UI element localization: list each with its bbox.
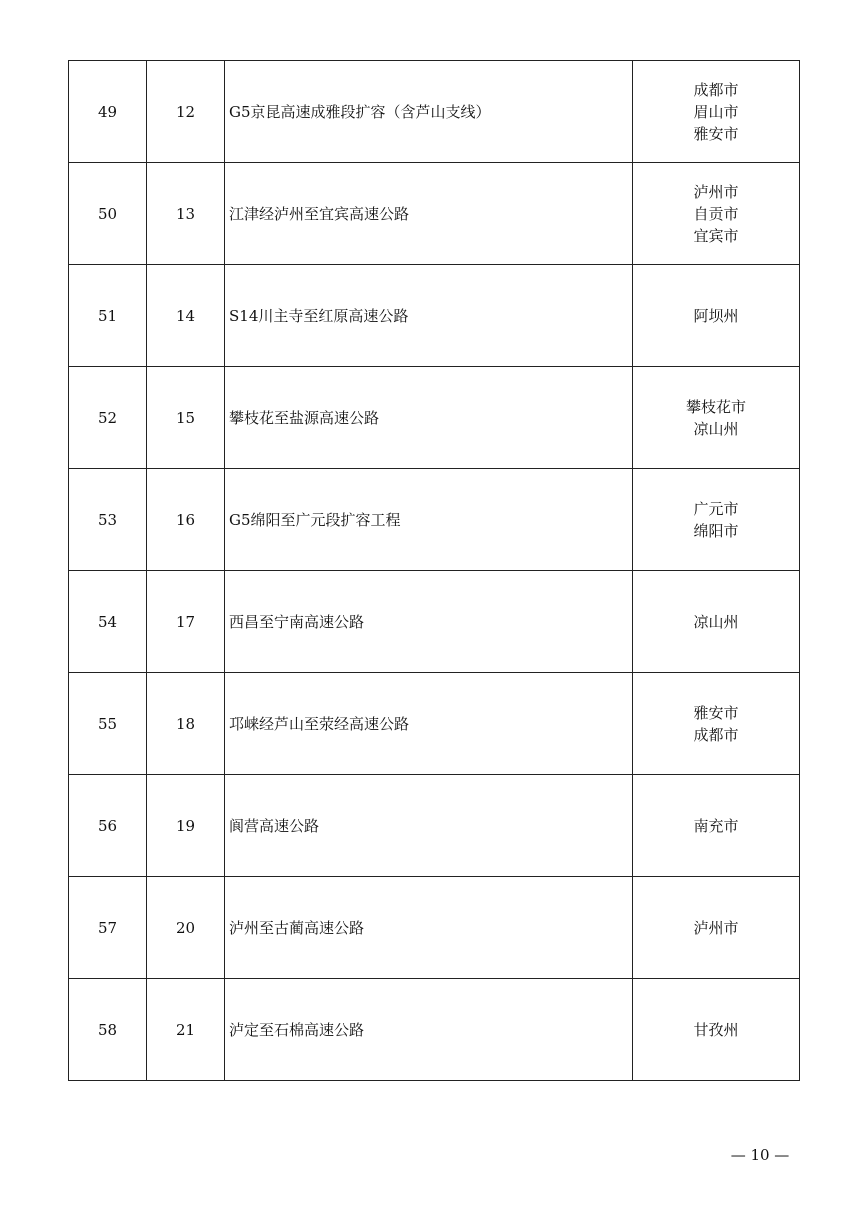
region-name: 雅安市 [693,124,739,143]
region-name: 南充市 [693,816,739,835]
region-name: 成都市 [693,725,739,744]
region-cell [633,673,800,775]
region-cell [633,61,800,163]
serial-number-cell: 55 [69,673,147,775]
serial-number-cell: 51 [69,265,147,367]
table-body [69,61,800,1081]
table-row [69,979,800,1081]
region-cell [633,163,800,265]
serial-number-cell: 54 [69,571,147,673]
region-name: 攀枝花市 [685,397,746,416]
project-name-cell: 江津经泸州至宜宾高速公路 [225,163,633,265]
sub-number-cell: 19 [147,775,225,877]
sub-number-cell: 12 [147,61,225,163]
serial-number-cell: 57 [69,877,147,979]
project-name-cell: G5京昆高速成雅段扩容（含芦山支线） [225,61,633,163]
region-name: 宜宾市 [693,226,739,245]
serial-number-cell: 49 [69,61,147,163]
table-row [69,367,800,469]
region-cell [633,775,800,877]
region-name: 阿坝州 [693,306,739,325]
sub-number-cell: 16 [147,469,225,571]
region-cell [633,979,800,1081]
sub-number-cell: 13 [147,163,225,265]
sub-number-cell: 20 [147,877,225,979]
region-cell [633,877,800,979]
table-row [69,61,800,163]
region-cell [633,367,800,469]
serial-number-cell: 56 [69,775,147,877]
region-name: 甘孜州 [693,1020,739,1039]
region-name: 凉山州 [693,419,739,438]
sub-number-cell: 14 [147,265,225,367]
region-cell [633,469,800,571]
region-name: 泸州市 [693,918,739,937]
table-row [69,775,800,877]
project-table [68,60,800,1081]
region-cell [633,265,800,367]
region-name: 成都市 [693,80,739,99]
region-name: 泸州市 [693,182,739,201]
sub-number-cell: 17 [147,571,225,673]
project-name-cell: 攀枝花至盐源高速公路 [225,367,633,469]
region-name: 凉山州 [693,612,739,631]
serial-number-cell: 52 [69,367,147,469]
sub-number-cell: 21 [147,979,225,1081]
project-name-cell: 阆营高速公路 [225,775,633,877]
table-row [69,673,800,775]
serial-number-cell: 50 [69,163,147,265]
region-name: 自贡市 [693,204,739,223]
region-name: 雅安市 [693,703,739,722]
table-row [69,571,800,673]
project-name-cell: 泸定至石棉高速公路 [225,979,633,1081]
project-name-cell: 邛崃经芦山至荥经高速公路 [225,673,633,775]
table-row [69,469,800,571]
serial-number-cell: 53 [69,469,147,571]
table-row [69,877,800,979]
sub-number-cell: 18 [147,673,225,775]
region-name: 绵阳市 [693,521,739,540]
table-row [69,163,800,265]
region-name: 广元市 [693,499,739,518]
region-name: 眉山市 [693,102,739,121]
table-row [69,265,800,367]
serial-number-cell: 58 [69,979,147,1081]
page-number: — 10 — [730,1146,790,1164]
project-name-cell: 西昌至宁南高速公路 [225,571,633,673]
sub-number-cell: 15 [147,367,225,469]
project-name-cell: G5绵阳至广元段扩容工程 [225,469,633,571]
project-name-cell: S14川主寺至红原高速公路 [225,265,633,367]
project-name-cell: 泸州至古蔺高速公路 [225,877,633,979]
region-cell [633,571,800,673]
